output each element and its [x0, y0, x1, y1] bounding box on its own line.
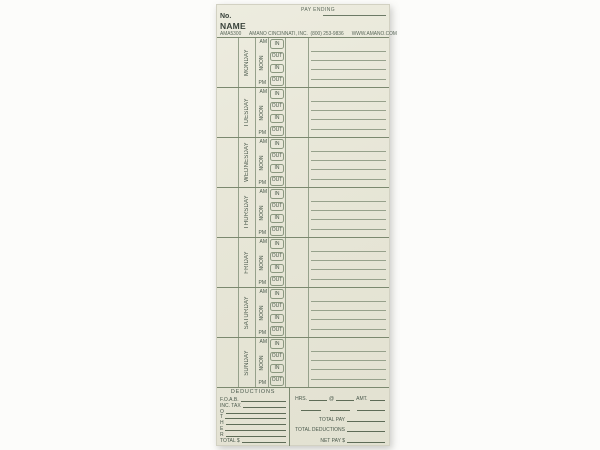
time-entry-line	[311, 110, 386, 111]
time-entry-line	[311, 360, 386, 361]
period-column	[256, 288, 269, 337]
punch-cell	[269, 300, 285, 312]
punch-cell	[269, 163, 285, 175]
day-block	[217, 288, 389, 338]
deductions-title: DEDUCTIONS	[230, 389, 276, 395]
punch-cell	[269, 263, 285, 275]
time-entry-lines	[309, 188, 389, 237]
deduction-write-line	[242, 442, 286, 443]
period-column	[256, 188, 269, 237]
deduction-label: R	[220, 432, 224, 439]
am-label: AM	[259, 289, 267, 295]
time-entry-line	[311, 51, 386, 52]
day-block	[217, 238, 389, 288]
punch-box-in: IN	[270, 164, 284, 174]
day-name-column	[239, 88, 256, 137]
time-entry-line	[311, 369, 386, 370]
punch-cell	[269, 188, 285, 200]
punch-box-in: IN	[270, 189, 284, 199]
noon-label: NOON	[259, 205, 265, 220]
day-name-column	[239, 338, 256, 387]
punch-column	[269, 338, 286, 387]
time-entry-line	[311, 379, 386, 380]
deduction-label: O	[220, 408, 224, 415]
deduction-write-line	[226, 424, 286, 425]
employee-number-label: No.	[220, 13, 232, 20]
period-column	[256, 338, 269, 387]
noon-label: NOON	[259, 55, 265, 70]
punch-box-in: IN	[270, 139, 284, 149]
day-name-column	[239, 138, 256, 187]
time-entry-line	[311, 229, 386, 230]
total-pay-label: TOTAL PAY	[318, 416, 345, 423]
day-name-label: MONDAY	[244, 48, 250, 77]
time-entry-lines	[309, 88, 389, 137]
gap-column	[286, 188, 309, 237]
day-total-cell	[217, 338, 239, 387]
punch-box-out: OUT	[270, 52, 284, 62]
time-entry-line	[311, 179, 386, 180]
punch-cell	[269, 363, 285, 375]
time-entry-line	[311, 301, 386, 302]
noon-label: NOON	[259, 355, 265, 370]
pm-label: PM	[258, 80, 266, 86]
total-pay-row	[295, 412, 385, 423]
deduction-label: TOTAL $	[220, 438, 240, 444]
time-entry-lines	[309, 288, 389, 337]
punch-box-out: OUT	[270, 126, 284, 136]
punch-box-out: OUT	[270, 326, 284, 336]
time-card	[216, 4, 397, 446]
punch-box-in: IN	[270, 89, 284, 99]
gap-column	[286, 288, 309, 337]
deductions-box	[217, 388, 290, 446]
punch-column	[269, 238, 286, 287]
days-container	[217, 38, 389, 388]
pay-box	[290, 388, 389, 446]
time-entry-lines	[309, 138, 389, 187]
deduction-label: INC. TAX	[220, 402, 241, 409]
hrs-write-line-2	[301, 410, 321, 411]
punch-box-out: OUT	[270, 302, 284, 312]
time-entry-line	[311, 129, 386, 130]
day-total-cell	[217, 188, 239, 237]
punch-box-in: IN	[270, 114, 284, 124]
time-entry-lines	[309, 238, 389, 287]
gap-column	[286, 138, 309, 187]
amt-write-line	[370, 400, 386, 401]
day-name-column	[239, 288, 256, 337]
time-entry-lines	[309, 338, 389, 387]
am-label: AM	[259, 339, 267, 345]
gap-column	[286, 38, 309, 87]
gap-column	[286, 88, 309, 137]
day-total-cell	[217, 238, 239, 287]
punch-cell	[269, 338, 285, 350]
pay-ending-write-line	[323, 15, 386, 16]
deduction-row-total	[220, 438, 286, 444]
deduction-label: E	[220, 426, 224, 433]
time-entry-line	[311, 69, 386, 70]
time-entry-line	[311, 160, 386, 161]
day-block	[217, 338, 389, 388]
time-entry-line	[311, 269, 386, 270]
punch-cell	[269, 138, 285, 150]
deduction-label: T	[220, 414, 224, 421]
punch-box-in: IN	[270, 339, 284, 349]
noon-label: NOON	[259, 105, 265, 120]
employee-name-label: NAME	[220, 21, 246, 31]
punch-cell	[269, 325, 285, 337]
pm-label: PM	[258, 330, 266, 336]
punch-cell	[269, 150, 285, 162]
day-name-label: TUESDAY	[244, 97, 250, 128]
time-entry-line	[311, 279, 386, 280]
punch-cell	[269, 63, 285, 75]
net-pay-row	[295, 433, 385, 444]
total-deductions-label: TOTAL DEDUCTIONS	[295, 427, 345, 433]
punch-column	[269, 88, 286, 137]
period-column	[256, 88, 269, 137]
day-name-label: THURSDAY	[244, 195, 250, 230]
punch-box-in: IN	[270, 314, 284, 324]
pay-rate-row-2	[295, 402, 385, 413]
deduction-write-line	[241, 401, 286, 402]
day-name-column	[239, 188, 256, 237]
punch-cell	[269, 250, 285, 262]
day-name-label: WEDNESDAY	[244, 142, 250, 183]
punch-box-out: OUT	[270, 352, 284, 362]
punch-cell	[269, 238, 285, 250]
hrs-write-line	[309, 400, 327, 401]
punch-box-in: IN	[270, 64, 284, 74]
deduction-label: H	[220, 420, 224, 427]
deduction-write-line	[225, 430, 286, 431]
punch-box-in: IN	[270, 364, 284, 374]
punch-box-out: OUT	[270, 252, 284, 262]
punch-box-out: OUT	[270, 202, 284, 212]
day-name-label: SUNDAY	[244, 349, 250, 376]
punch-cell	[269, 100, 285, 112]
punch-cell	[269, 225, 285, 237]
time-entry-line	[311, 310, 386, 311]
am-label: AM	[259, 189, 267, 195]
noon-label: NOON	[259, 255, 265, 270]
total-pay-write-line	[347, 421, 385, 422]
punch-cell	[269, 288, 285, 300]
punch-cell	[269, 350, 285, 362]
deduction-write-line	[243, 407, 286, 408]
day-name-column	[239, 38, 256, 87]
card-footer	[217, 388, 389, 446]
total-deductions-write-line	[347, 431, 385, 432]
time-entry-line	[311, 201, 386, 202]
punch-box-out: OUT	[270, 176, 284, 186]
punch-cell	[269, 213, 285, 225]
deduction-write-line	[225, 418, 286, 419]
vendor-info-line: AMA5300 AMANO CINCINNATI, INC. (800) 253-9836 WWW.AMANO.COM	[220, 31, 397, 37]
punch-cell	[269, 113, 285, 125]
pm-label: PM	[258, 380, 266, 386]
punch-box-out: OUT	[270, 226, 284, 236]
period-column	[256, 238, 269, 287]
time-entry-line	[311, 219, 386, 220]
punch-column	[269, 38, 286, 87]
punch-cell	[269, 88, 285, 100]
day-block	[217, 188, 389, 238]
period-column	[256, 138, 269, 187]
time-entry-line	[311, 329, 386, 330]
time-entry-lines	[309, 38, 389, 87]
card-header	[217, 5, 397, 38]
gap-column	[286, 338, 309, 387]
punch-box-out: OUT	[270, 102, 284, 112]
time-entry-line	[311, 319, 386, 320]
time-entry-line	[311, 260, 386, 261]
pm-label: PM	[258, 280, 266, 286]
punch-box-in: IN	[270, 239, 284, 249]
punch-cell	[269, 50, 285, 62]
deduction-label: F.O.A.B.	[220, 396, 239, 403]
day-block	[217, 138, 389, 188]
day-total-cell	[217, 38, 239, 87]
time-entry-line	[311, 351, 386, 352]
time-entry-line	[311, 79, 386, 80]
time-entry-line	[311, 151, 386, 152]
amt-write-line-2	[357, 410, 385, 411]
punch-column	[269, 138, 286, 187]
day-total-cell	[217, 138, 239, 187]
punch-cell	[269, 75, 285, 87]
am-label: AM	[259, 239, 267, 245]
noon-label: NOON	[259, 155, 265, 170]
deduction-write-line	[226, 413, 286, 414]
punch-cell	[269, 313, 285, 325]
net-pay-label: NET PAY $	[320, 437, 345, 444]
am-label: AM	[259, 89, 267, 95]
time-entry-line	[311, 251, 386, 252]
punch-cell	[269, 375, 285, 387]
day-block	[217, 38, 389, 88]
am-label: AM	[259, 39, 267, 45]
time-entry-line	[311, 210, 386, 211]
rate-write-line	[336, 400, 354, 401]
time-entry-line	[311, 60, 386, 61]
time-entry-line	[311, 169, 386, 170]
day-block	[217, 88, 389, 138]
noon-label: NOON	[259, 305, 265, 320]
punch-box-out: OUT	[270, 376, 284, 386]
day-name-label: FRIDAY	[244, 251, 250, 274]
punch-box-out: OUT	[270, 76, 284, 86]
am-label: AM	[259, 139, 267, 145]
day-total-cell	[217, 88, 239, 137]
period-column	[256, 38, 269, 87]
punch-cell	[269, 275, 285, 287]
total-deductions-row	[295, 423, 385, 434]
punch-box-in: IN	[270, 214, 284, 224]
pm-label: PM	[258, 130, 266, 136]
hrs-label: HRS.	[295, 395, 308, 402]
punch-cell	[269, 125, 285, 137]
deduction-write-line	[226, 436, 286, 437]
pay-ending-label: PAY ENDING	[301, 7, 336, 13]
punch-box-in: IN	[270, 289, 284, 299]
punch-cell	[269, 175, 285, 187]
punch-box-out: OUT	[270, 276, 284, 286]
at-label: @	[329, 395, 335, 402]
punch-box-in: IN	[270, 264, 284, 274]
punch-cell	[269, 200, 285, 212]
pm-label: PM	[258, 230, 266, 236]
day-name-column	[239, 238, 256, 287]
pm-label: PM	[258, 180, 266, 186]
punch-column	[269, 288, 286, 337]
day-total-cell	[217, 288, 239, 337]
net-pay-write-line	[347, 442, 385, 443]
time-entry-line	[311, 101, 386, 102]
punch-box-in: IN	[270, 39, 284, 49]
rate-write-line-2	[330, 410, 350, 411]
punch-column	[269, 188, 286, 237]
punch-cell	[269, 38, 285, 50]
amt-label: AMT.	[356, 395, 368, 402]
punch-box-out: OUT	[270, 152, 284, 162]
time-entry-line	[311, 119, 386, 120]
day-name-label: SATURDAY	[244, 295, 250, 330]
pay-rate-row	[295, 391, 385, 402]
gap-column	[286, 238, 309, 287]
